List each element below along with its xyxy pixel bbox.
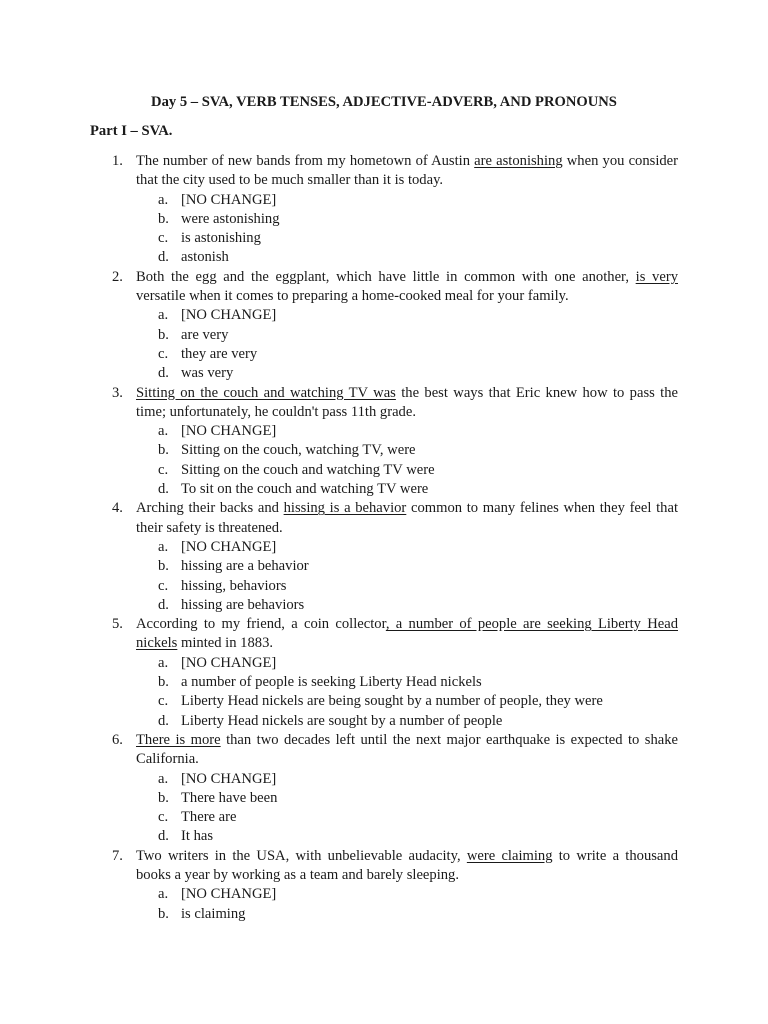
question-item — [0, 615, 678, 731]
underlined-phrase: Sitting on the couch and watching TV was — [136, 384, 396, 401]
option-text: hissing are behaviors — [181, 596, 305, 613]
option-letter: d. — [158, 365, 169, 382]
option-letter: a. — [158, 654, 169, 671]
answer-option — [136, 808, 678, 827]
underlined-phrase: , a number of people are seeking Liberty Head nickels — [136, 616, 678, 652]
question-stem — [136, 499, 678, 538]
answer-option — [136, 345, 678, 364]
option-letter: a. — [158, 191, 169, 208]
option-letter: c. — [158, 345, 169, 362]
answer-option — [136, 905, 678, 924]
option-text: [NO CHANGE] — [181, 191, 277, 208]
question-number: 4. — [112, 500, 123, 517]
option-text: was very — [181, 365, 234, 382]
option-text: a number of people is seeking Liberty Head nickels — [181, 674, 482, 691]
question-stem — [136, 152, 678, 191]
option-letter: d. — [158, 596, 169, 613]
option-text: they are very — [181, 345, 258, 362]
stem-text: Both the egg and the eggplant, which have little in common with one another, — [136, 268, 636, 285]
part-heading: Part I – SVA. — [90, 123, 173, 139]
stem-text: when you consider that the city used to be much smaller than it is today. — [136, 153, 679, 189]
option-letter: a. — [158, 770, 169, 787]
option-text: Liberty Head nickels are sought by a number of people — [181, 712, 503, 729]
option-text: [NO CHANGE] — [181, 307, 277, 324]
question-number: 5. — [112, 616, 123, 633]
option-text: is astonishing — [181, 230, 261, 247]
option-letter: c. — [158, 809, 169, 826]
option-text: To sit on the couch and watching TV were — [181, 481, 429, 498]
answer-option — [136, 306, 678, 325]
question-number: 2. — [112, 268, 123, 285]
option-letter: d. — [158, 712, 169, 729]
page-title: Day 5 – SVA, VERB TENSES, ADJECTIVE-ADVERB, AND PRONOUNS — [151, 94, 617, 110]
question-item — [0, 384, 678, 500]
stem-text: to write a thousand books a year by working as a team and barely sleeping. — [136, 847, 678, 883]
question-item — [0, 268, 678, 384]
answer-option — [136, 229, 678, 248]
option-text: Sitting on the couch and watching TV were — [181, 461, 435, 478]
stem-text: The number of new bands from my hometown of Austin — [136, 153, 475, 169]
option-letter: b. — [158, 442, 169, 459]
option-letter: b. — [158, 789, 169, 806]
underlined-phrase: are astonishing — [474, 153, 563, 169]
option-letter: c. — [158, 577, 169, 594]
option-letter: c. — [158, 693, 169, 710]
answer-option — [136, 461, 678, 480]
question-item — [0, 731, 678, 847]
option-letter: d. — [158, 481, 169, 498]
question-stem — [136, 268, 678, 307]
option-letter: c. — [158, 230, 169, 247]
option-letter: d. — [158, 828, 169, 845]
question-item — [0, 152, 678, 268]
option-text: [NO CHANGE] — [181, 538, 277, 555]
question-stem — [136, 615, 678, 654]
option-text: is claiming — [181, 905, 246, 922]
option-letter: b. — [158, 905, 169, 922]
option-text: are very — [181, 326, 229, 343]
stem-text: common to many felines when they feel that their safety is threatened. — [136, 500, 679, 536]
option-letter: c. — [158, 461, 169, 478]
question-list — [0, 152, 768, 924]
question-number: 3. — [112, 384, 123, 401]
option-text: were astonishing — [181, 210, 280, 227]
answer-option — [136, 673, 678, 692]
option-text: [NO CHANGE] — [181, 886, 277, 903]
answer-option — [136, 191, 678, 210]
answer-option — [136, 692, 678, 711]
answer-option — [136, 654, 678, 673]
question-stem — [136, 731, 678, 770]
option-text: Liberty Head nickels are being sought by a number of people, they were — [181, 693, 603, 710]
answer-option — [136, 770, 678, 789]
answer-option — [136, 557, 678, 576]
stem-text: versatile when it comes to preparing a home-cooked meal for your family. — [136, 288, 569, 305]
option-text: Sitting on the couch, watching TV, were — [181, 442, 416, 459]
question-stem — [136, 847, 678, 886]
option-letter: b. — [158, 674, 169, 691]
option-text: There are — [181, 809, 237, 826]
option-letter: a. — [158, 538, 169, 555]
option-letter: b. — [158, 210, 169, 227]
underlined-phrase: is very — [635, 268, 678, 285]
answer-option — [136, 210, 678, 229]
option-text: hissing, behaviors — [181, 577, 287, 594]
answer-option — [136, 712, 678, 731]
answer-option — [136, 422, 678, 441]
stem-text: than two decades left until the next major earthquake is expected to shake California. — [136, 731, 678, 768]
answer-option — [136, 480, 678, 499]
question-number: 1. — [112, 153, 123, 169]
stem-text: According to my friend, a coin collector — [136, 616, 386, 633]
option-text: hissing are a behavior — [181, 558, 309, 575]
stem-text: the best ways that Eric knew how to pass the time; unfortunately, he couldn't pass 11th grade. — [136, 384, 678, 420]
answer-option — [136, 885, 678, 904]
answer-option — [136, 364, 678, 383]
option-letter: d. — [158, 249, 169, 266]
option-letter: a. — [158, 423, 169, 440]
answer-option — [136, 827, 678, 846]
option-letter: a. — [158, 886, 169, 903]
option-letter: b. — [158, 558, 169, 575]
option-text: [NO CHANGE] — [181, 423, 277, 440]
answer-option — [136, 248, 678, 267]
underlined-phrase: There is more — [136, 731, 221, 748]
option-text: [NO CHANGE] — [181, 654, 277, 671]
option-text: astonish — [181, 249, 229, 266]
option-text: It has — [181, 828, 214, 845]
answer-option — [136, 596, 678, 615]
option-text: There have been — [181, 789, 278, 806]
option-letter: b. — [158, 326, 169, 343]
answer-option — [136, 326, 678, 345]
option-letter: a. — [158, 307, 169, 324]
question-item — [0, 499, 678, 615]
option-text: [NO CHANGE] — [181, 770, 277, 787]
question-stem — [136, 384, 678, 423]
underlined-phrase: were claiming — [466, 847, 553, 864]
answer-option — [136, 538, 678, 557]
question-number: 6. — [112, 731, 123, 748]
answer-option — [136, 789, 678, 808]
stem-text: Arching their backs and — [136, 500, 284, 517]
answer-option — [136, 577, 678, 596]
question-number: 7. — [112, 847, 123, 864]
question-item — [0, 847, 678, 924]
underlined-phrase: hissing is a behavior — [283, 500, 407, 517]
stem-text: Two writers in the USA, with unbelievable audacity, — [136, 847, 467, 864]
stem-text: minted in 1883. — [177, 635, 274, 652]
answer-option — [136, 441, 678, 460]
